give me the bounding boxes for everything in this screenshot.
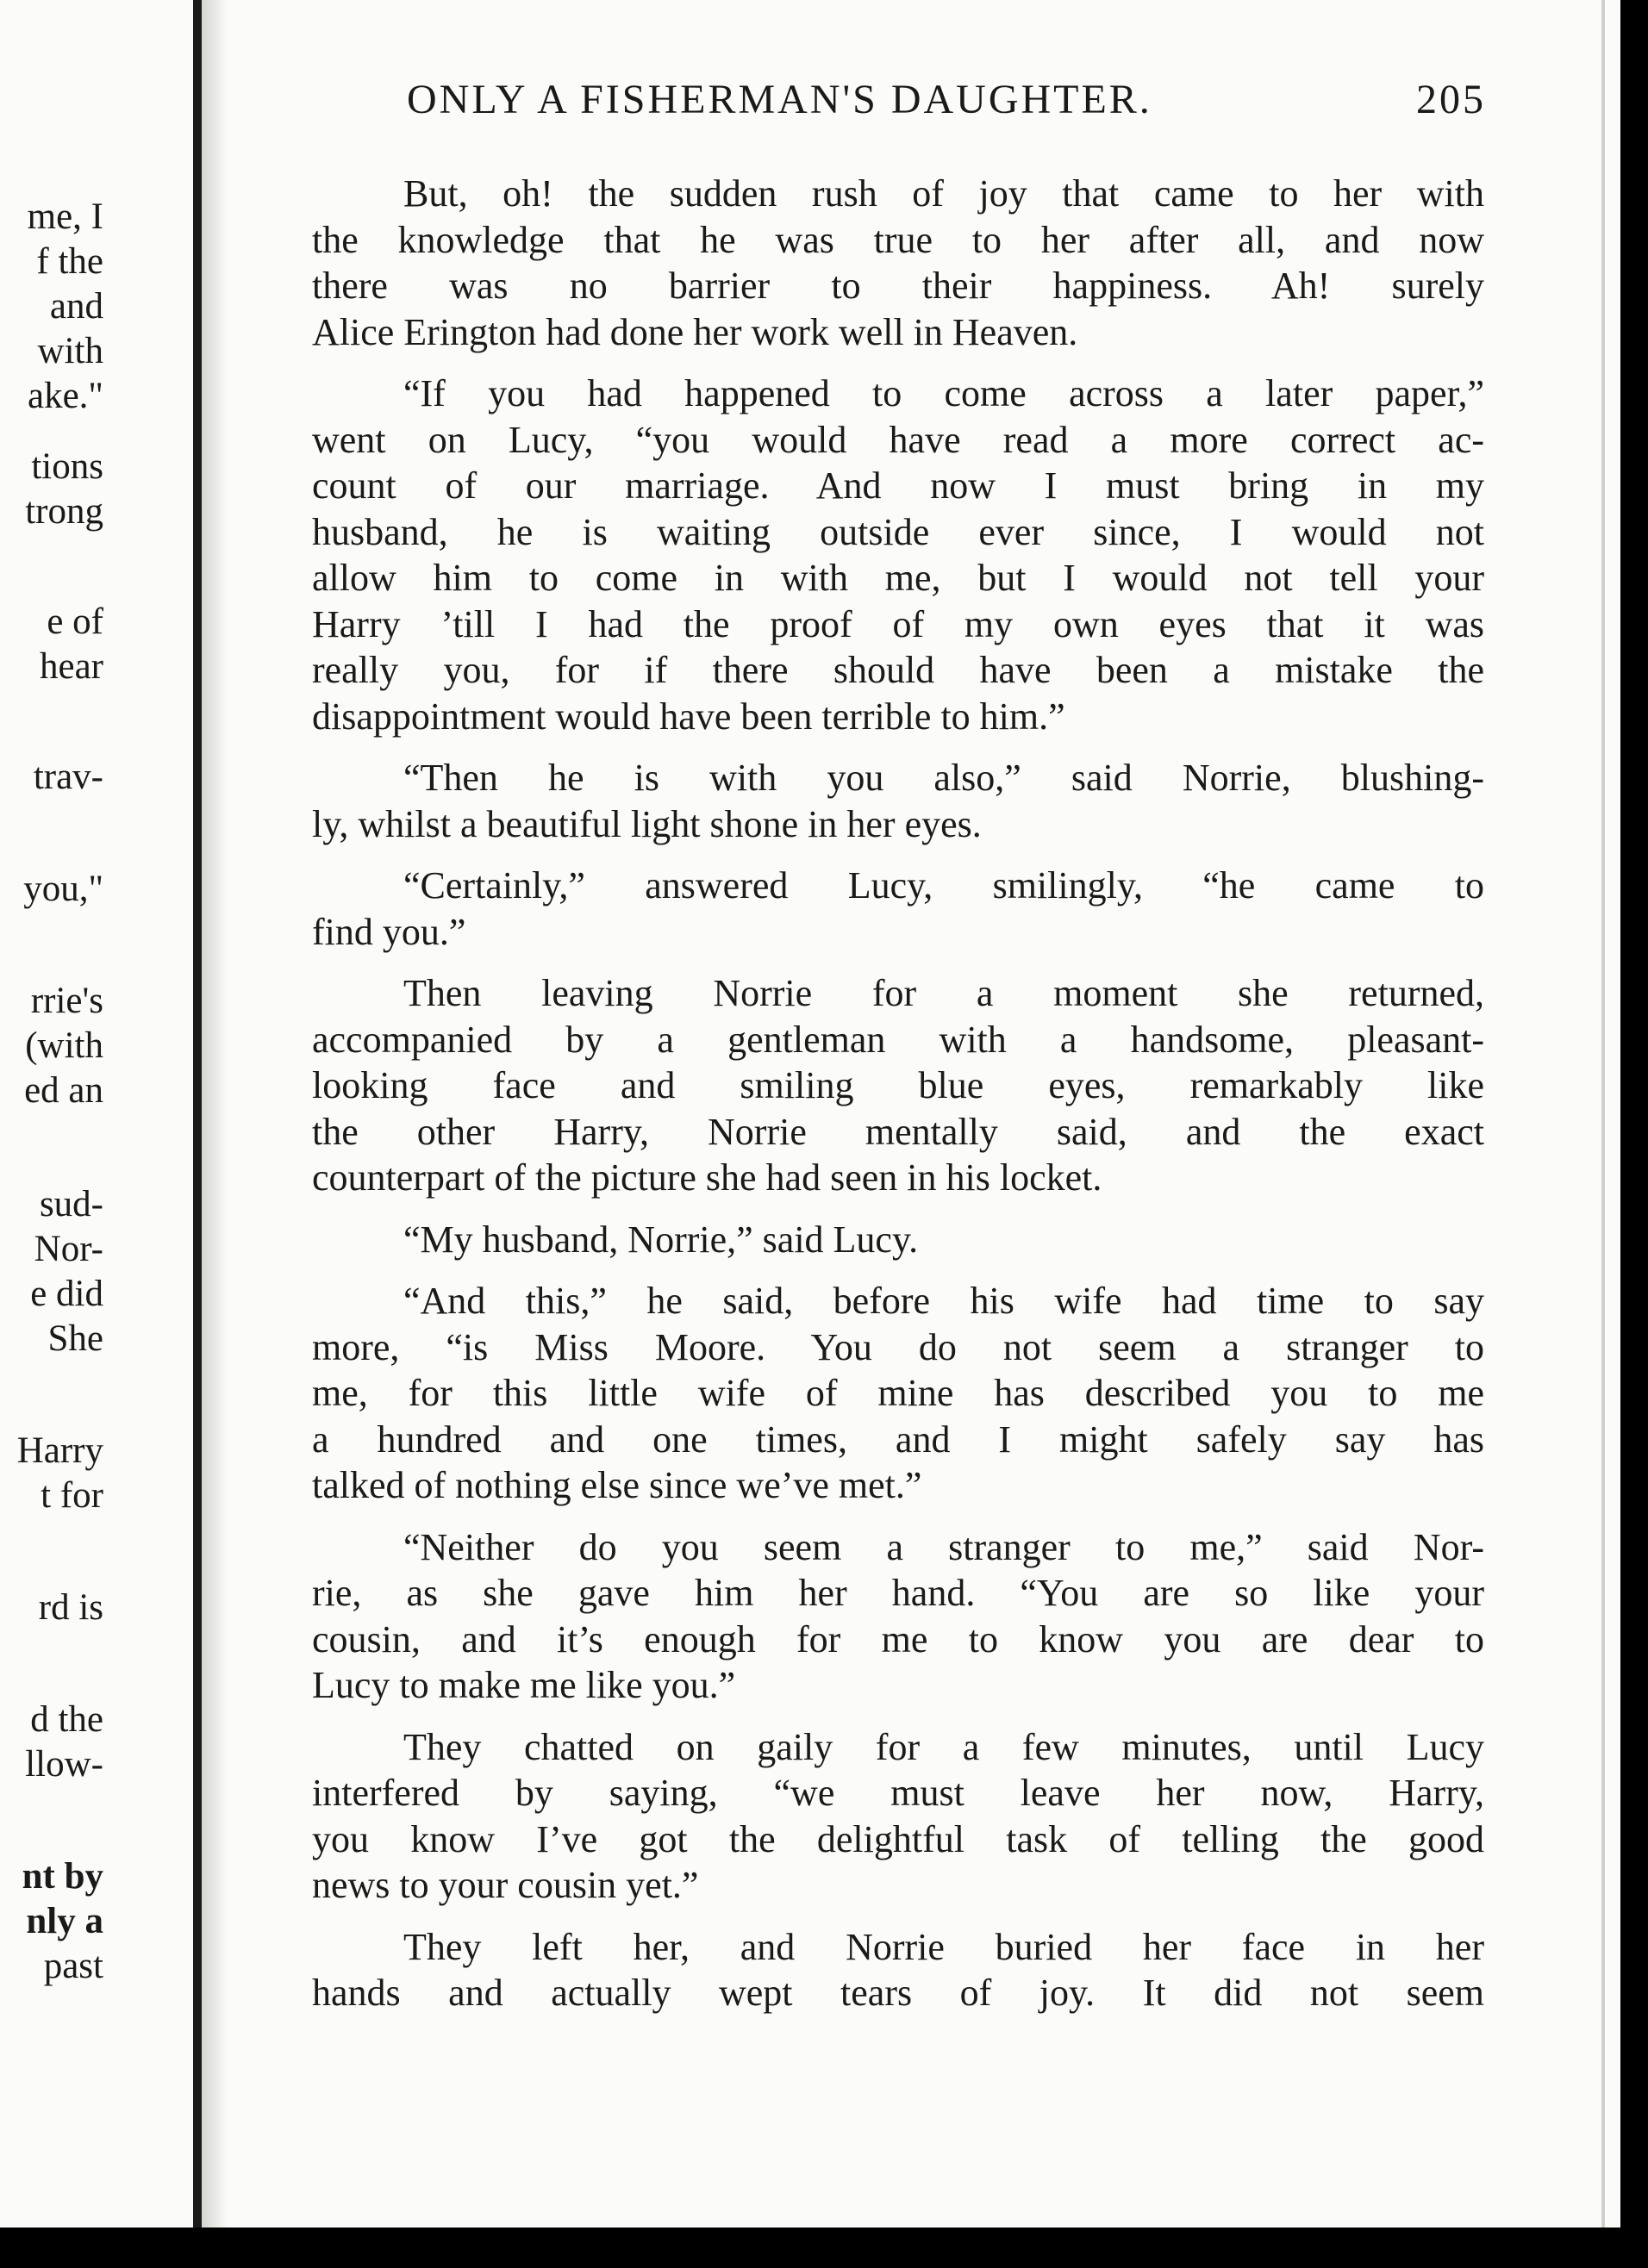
paragraph bbox=[312, 371, 1484, 739]
text-line: talked of nothing else since we’ve met.” bbox=[312, 1464, 922, 1506]
facing-page-fragment: rrie's bbox=[30, 981, 103, 1021]
paragraph bbox=[312, 1278, 1484, 1509]
text-line: disappointment would have been terrible to him.” bbox=[312, 695, 1065, 738]
running-head bbox=[407, 76, 1486, 136]
facing-page-fragment: d the bbox=[30, 1699, 103, 1740]
text-line: Harry ’till I had the proof of my own eyes that it was bbox=[312, 602, 1484, 645]
text-line: a hundred and one times, and I might safely say has bbox=[312, 1418, 1484, 1461]
page-number: 205 bbox=[1416, 77, 1486, 122]
paragraph bbox=[312, 1724, 1484, 1909]
text-line: ly, whilst a beautiful light shone in her eyes. bbox=[312, 802, 982, 845]
text-line: They chatted on gaily for a few minutes, until Lucy bbox=[403, 1725, 1484, 1768]
paragraph bbox=[312, 1524, 1484, 1709]
book-gutter bbox=[193, 0, 202, 2228]
paragraph bbox=[312, 863, 1484, 955]
text-line: the other Harry, Norrie mentally said, and the exact bbox=[312, 1110, 1484, 1153]
text-line: husband, he is waiting outside ever since, I would not bbox=[312, 510, 1484, 553]
text-line: “Then he is with you also,” said Norrie, blushing- bbox=[403, 757, 1484, 799]
facing-page-fragment: Harry bbox=[16, 1430, 103, 1471]
text-line: me, for this little wife of mine has described you to me bbox=[312, 1372, 1484, 1414]
paragraph bbox=[312, 1924, 1484, 2016]
facing-page-fragment: sud- bbox=[39, 1184, 103, 1224]
running-head-title: ONLY A FISHERMAN'S DAUGHTER. bbox=[407, 77, 1152, 122]
facing-page-fragment: rd is bbox=[38, 1587, 103, 1628]
page-edge bbox=[1601, 0, 1605, 2228]
text-line: rie, as she gave him her hand. “You are so like your bbox=[312, 1572, 1484, 1614]
facing-page-fragment: (with bbox=[25, 1025, 103, 1066]
text-line: hands and actually wept tears of joy. It did not seem bbox=[312, 1972, 1484, 2014]
text-line: “Certainly,” answered Lucy, smilingly, “he came to bbox=[403, 864, 1484, 907]
paragraph bbox=[312, 755, 1484, 847]
text-line: allow him to come in with me, but I would not tell your bbox=[312, 557, 1484, 599]
text-line: went on Lucy, “you would have read a more correct ac- bbox=[312, 418, 1484, 461]
facing-page-fragment: f the bbox=[36, 241, 103, 282]
text-line: more, “is Miss Moore. You do not seem a stranger to bbox=[312, 1325, 1484, 1368]
facing-page-fragment: ed an bbox=[24, 1070, 103, 1111]
facing-page-fragment: past bbox=[43, 1946, 103, 1986]
text-line: Alice Erington had done her work well in Heaven. bbox=[312, 310, 1078, 353]
paragraph bbox=[312, 171, 1484, 355]
text-line: interfered by saying, “we must leave her now, Harry, bbox=[312, 1772, 1484, 1814]
facing-page-fragment: She bbox=[47, 1318, 103, 1359]
text-line: “Neither do you seem a stranger to me,” said Nor- bbox=[403, 1525, 1484, 1568]
facing-page-fragment: ake." bbox=[28, 376, 103, 416]
text-line: news to your cousin yet.” bbox=[312, 1864, 699, 1906]
text-line: counterpart of the picture she had seen in his locket. bbox=[312, 1156, 1102, 1199]
text-line: cousin, and it’s enough for me to know you are dear to bbox=[312, 1617, 1484, 1660]
text-line: the knowledge that he was true to her after all, and now bbox=[312, 218, 1484, 261]
facing-page-fragment: you," bbox=[23, 869, 103, 909]
text-line: accompanied by a gentleman with a handsome, pleasant- bbox=[312, 1018, 1484, 1061]
text-line: “My husband, Norrie,” said Lucy. bbox=[403, 1218, 919, 1261]
facing-page-fragments bbox=[0, 195, 107, 2004]
text-line: “And this,” he said, before his wife had time to say bbox=[403, 1280, 1484, 1322]
facing-page-fragment: me, I bbox=[27, 196, 103, 237]
paragraph bbox=[312, 970, 1484, 1201]
facing-page-fragment: and bbox=[49, 286, 103, 327]
text-line: Then leaving Norrie for a moment she returned, bbox=[403, 972, 1484, 1014]
text-line: But, oh! the sudden rush of joy that came to her with bbox=[403, 172, 1484, 215]
facing-page-fragment: llow- bbox=[25, 1744, 103, 1785]
facing-page-fragment: nly a bbox=[26, 1901, 103, 1941]
text-line: count of our marriage. And now I must bring in my bbox=[312, 464, 1484, 507]
facing-page-fragment: hear bbox=[40, 646, 103, 687]
text-line: Lucy to make me like you.” bbox=[312, 1664, 736, 1706]
text-line: “If you had happened to come across a later paper,” bbox=[403, 372, 1484, 414]
text-line: you know I’ve got the delightful task of telling the good bbox=[312, 1817, 1484, 1860]
text-line: looking face and smiling blue eyes, remarkably like bbox=[312, 1064, 1484, 1106]
facing-page-fragment: t for bbox=[41, 1475, 103, 1516]
paragraph bbox=[312, 1217, 1484, 1263]
text-line: there was no barrier to their happiness. Ah! surely bbox=[312, 265, 1484, 307]
facing-page-fragment: Nor- bbox=[34, 1229, 103, 1269]
facing-page-fragment: nt by bbox=[22, 1856, 103, 1897]
facing-page-fragment: trav- bbox=[33, 757, 103, 797]
text-line: really you, for if there should have been a mistake the bbox=[312, 649, 1484, 691]
facing-page-fragment: trong bbox=[25, 491, 103, 532]
body-text bbox=[312, 171, 1484, 2032]
facing-page-fragment: with bbox=[37, 331, 103, 371]
gutter-shadow bbox=[202, 0, 228, 2228]
facing-page-fragment: e did bbox=[30, 1274, 103, 1314]
text-line: They left her, and Norrie buried her face in her bbox=[403, 1925, 1484, 1968]
facing-page-fragment: tions bbox=[31, 446, 103, 487]
facing-page-fragment: e of bbox=[47, 601, 103, 642]
text-line: find you.” bbox=[312, 910, 466, 953]
